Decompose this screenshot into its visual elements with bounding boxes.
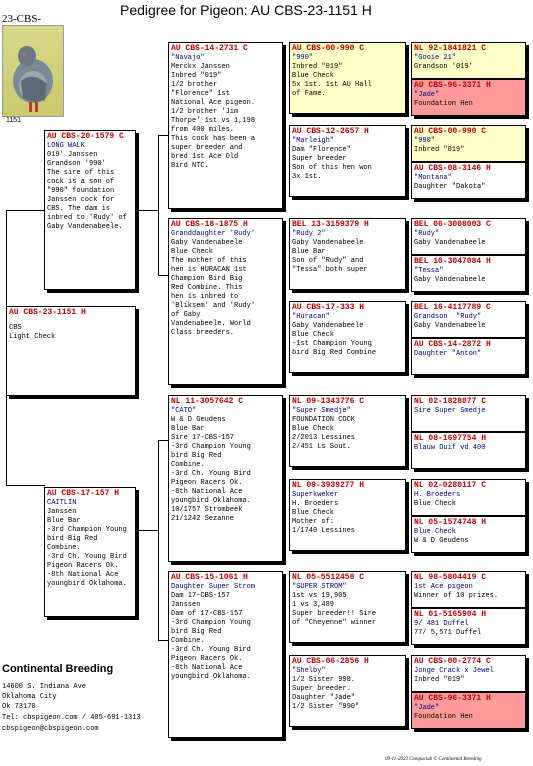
gen5-name: "Jade" bbox=[414, 91, 440, 99]
gen5-box-3 bbox=[411, 125, 526, 162]
gen4-name: "990" bbox=[292, 54, 314, 62]
gen3-name: Daughter Super Strom bbox=[171, 583, 256, 591]
gen3-box-3 bbox=[168, 395, 283, 562]
gen4-header: AU CBS-17-333 H bbox=[292, 303, 365, 312]
dam-box bbox=[44, 487, 136, 617]
gen5-name: 9/ 481 Duffel bbox=[414, 620, 469, 628]
gen4-header: NL 05-5512458 C bbox=[292, 573, 365, 582]
page-title: Pedigree for Pigeon: AU CBS-23-1151 H bbox=[120, 2, 372, 18]
gen5-box-13 bbox=[411, 571, 526, 608]
gen5-name: "Jade" bbox=[414, 704, 440, 712]
gen4-name: "Super Smedje" bbox=[292, 407, 351, 415]
gen5-text: Gaby Vandenabeele bbox=[414, 276, 486, 284]
gen5-box-8 bbox=[411, 338, 526, 375]
dam-name: CAITLIN bbox=[47, 499, 77, 507]
gen5-name: "Rudy" bbox=[414, 230, 440, 238]
gen5-box-1 bbox=[411, 42, 526, 79]
gen4-box-8 bbox=[289, 655, 406, 727]
gen5-text: 77/ 5,571 Duffel bbox=[414, 629, 482, 637]
gen5-box-4 bbox=[411, 162, 526, 199]
gen5-name: Daughter "Anton" bbox=[414, 350, 482, 358]
gen5-text: Daughter "Dakota" bbox=[414, 183, 486, 191]
sire-text: 019' Janssen Grandson '990' The sire of this cock is a son of "990" foundation Janssen cock for CBS. The dam is inbred to 'Rudy' of Gaby Vandenabeele. bbox=[47, 151, 127, 231]
gen5-name: "990" bbox=[414, 137, 436, 145]
gen4-header: BEL 13-3159379 H bbox=[292, 220, 369, 229]
gen5-header: BEL 06-3008003 C bbox=[414, 220, 491, 229]
sire-name: LONG WALK bbox=[47, 142, 85, 150]
gen4-text: Gaby Vandenabeele Blue Bar Son of "Rudy" and "Tessa" both super bbox=[292, 239, 368, 274]
gen3-box-2 bbox=[168, 218, 283, 385]
contact-line: Tel: cbspigeon.com / 405-691-1313 bbox=[2, 714, 141, 722]
gen4-text: Inbred "019" Blue Check 5x 1st. 1st AU Hall of Fame. bbox=[292, 63, 372, 98]
gen4-box-2 bbox=[289, 125, 406, 197]
subject-text: CBS Light Check bbox=[9, 324, 56, 341]
pigeon-photo bbox=[2, 25, 64, 117]
sire-header: AU CBS-20-1579 C bbox=[47, 132, 124, 141]
footnote: 09-11-2023 Compuclub © Continental Breeding bbox=[385, 757, 482, 762]
gen4-name: "Rudy 2" bbox=[292, 230, 326, 238]
gen3-text: Gaby Vandenabeele Blue Check The mother of this hen is HURACAN 1st Champion Bird Big Red Combine. This hen is inbred to 'Bliksem' and 'Rudy' of Gaby Vandenabeele. World Class breeders. bbox=[171, 239, 256, 337]
gen4-name: "Huracan" bbox=[292, 313, 330, 321]
gen5-name: H. Broeders bbox=[414, 491, 461, 499]
gen4-text: FOUNDATION COCK Blue Check 2/2013 Lessines 2/451 Ls Sout. bbox=[292, 416, 356, 451]
photo-number: 1151 bbox=[6, 117, 22, 124]
gen3-header: AU CBS-18-1875 H bbox=[171, 220, 248, 229]
gen5-header: AU CBS-00-2774 C bbox=[414, 657, 491, 666]
gen5-text: Winner of 10 prizes. bbox=[414, 592, 499, 600]
gen5-box-7 bbox=[411, 301, 526, 338]
gen4-header: NL 09-3939277 H bbox=[292, 481, 365, 490]
gen3-header: AU CBS-15-1061 H bbox=[171, 573, 248, 582]
gen5-name: Sire Super Smedje bbox=[414, 407, 486, 415]
gen5-header: BEL 16-4117789 C bbox=[414, 303, 491, 312]
gen5-box-16 bbox=[411, 692, 526, 729]
gen4-text: H. Broeders Blue Check Mother of: 1/1740 Lessines bbox=[292, 500, 356, 535]
gen4-box-1 bbox=[289, 42, 406, 114]
gen3-name: Granddaughter 'Rudy' bbox=[171, 230, 256, 238]
subject-box bbox=[6, 306, 136, 396]
gen5-text: Foundation Hen bbox=[414, 100, 473, 108]
gen3-name: "Navajo" bbox=[171, 54, 205, 62]
gen5-text: Foundation Hen bbox=[414, 713, 473, 721]
gen3-header: NL 11-3057642 C bbox=[171, 397, 244, 406]
address-line-2: Oklahoma City bbox=[2, 693, 57, 701]
gen4-name: "SUPER STROM" bbox=[292, 583, 347, 591]
gen3-box-1 bbox=[168, 42, 283, 209]
gen5-header: AU CBS-96-3371 H bbox=[414, 81, 491, 90]
gen5-box-9 bbox=[411, 395, 526, 432]
gen5-text: Gaby Vandenabeele bbox=[414, 239, 486, 247]
gen4-header: AU CBS-12-2657 H bbox=[292, 127, 369, 136]
gen5-name: Blauw Duif vd 400 bbox=[414, 444, 486, 452]
gen5-header: NL 02-1828077 C bbox=[414, 397, 487, 406]
gen5-box-15 bbox=[411, 655, 526, 692]
gen4-name: "Marleigh" bbox=[292, 137, 335, 145]
gen5-box-14 bbox=[411, 608, 526, 645]
gen5-box-6 bbox=[411, 255, 526, 292]
gen5-name: "Montana" bbox=[414, 174, 452, 182]
gen4-box-4 bbox=[289, 301, 406, 373]
gen4-box-3 bbox=[289, 218, 406, 290]
gen5-header: NL 92-1841821 C bbox=[414, 44, 487, 53]
gen5-name: "Tessa" bbox=[414, 267, 444, 275]
gen5-header: NL 01-5165904 H bbox=[414, 610, 487, 619]
address-line-1: 14600 S. Indiana Ave bbox=[2, 683, 87, 691]
company-name: Continental Breeding bbox=[2, 663, 114, 675]
gen5-header: AU CBS-08-3146 H bbox=[414, 164, 491, 173]
gen3-header: AU CBS-14-2731 C bbox=[171, 44, 248, 53]
gen4-box-7 bbox=[289, 571, 406, 643]
gen5-box-2 bbox=[411, 79, 526, 116]
gen5-text: W & D Geudens bbox=[414, 537, 469, 545]
gen5-name: Grandson "Rudy" bbox=[414, 313, 482, 321]
gen5-text: Inbred "019" bbox=[414, 146, 465, 154]
gen4-name: Superkweker bbox=[292, 491, 339, 499]
gen4-box-6 bbox=[289, 479, 406, 551]
gen3-text: W & D Geudens Blue Bar Sire 17-CBS-157 -3rd Champion Young bird Big Red Combine. -3rd Ch. Young Bird Pigeon Racers Ok. -8th National Ace youngbird Oklahoma. 10/1757 Strombeek 21/1242 Sezanne bbox=[171, 416, 251, 523]
dam-header: AU CBS-17-157 H bbox=[47, 489, 120, 498]
gen3-text: Dam 17-CBS-157 Janssen Dam of 17-CBS-157 -3rd Champion Young bird Big Red Combine. -3rd Ch. Young Bird Pigeon Racers Ok. -8th National Ace youngbird Oklahoma. bbox=[171, 592, 251, 681]
gen5-header: BEL 10-3047084 H bbox=[414, 257, 491, 266]
gen5-header: NL 08-1697754 H bbox=[414, 434, 487, 443]
gen3-box-4 bbox=[168, 571, 283, 738]
address-line-3: Ok 73170 bbox=[2, 703, 36, 711]
gen5-box-5 bbox=[411, 218, 526, 255]
gen5-box-11 bbox=[411, 479, 526, 516]
gen5-header: NL 98-5804419 C bbox=[414, 573, 487, 582]
gen4-text: 1/2 Sister 990. Super breeder. Daughter "Jade" 1/2 Sister "990" bbox=[292, 676, 360, 711]
gen4-text: Dam "Florence" Super breeder Son of this hen won 3x 1st. bbox=[292, 146, 372, 181]
gen5-box-10 bbox=[411, 432, 526, 469]
gen3-text: Merckx Janssen Inbred "019" 1/2 brother "Florence" 1st National Ace pigeon. 1/2 brother 'Jim Thorpe' 1st vs 1,198 from 400 miles. This cock has been a super breeder and bred 1st Ace Old Bird NTC. bbox=[171, 63, 256, 170]
gen5-text: Grandson '019' bbox=[414, 63, 473, 71]
gen4-text: 1st vs 19,905 1 vs 3,489 Super breeder!! Sire of "Cheyenne" winner bbox=[292, 592, 377, 627]
gen3-name: "CATO" bbox=[171, 407, 197, 415]
gen5-text: Blue Check bbox=[414, 500, 457, 508]
gen5-name: Jonge Crack x Jewel bbox=[414, 667, 494, 675]
gen4-header: NL 09-1343776 C bbox=[292, 397, 365, 406]
gen5-header: AU CBS-00-990 C bbox=[414, 127, 487, 136]
gen5-header: NL 05-1574748 H bbox=[414, 518, 487, 527]
gen5-header: NL 02-0280117 C bbox=[414, 481, 487, 490]
gen4-text: Gaby Vandenabeele Blue Check -1st Champion Young bird Big Red Combine bbox=[292, 322, 377, 357]
photo-label: 23-CBS- bbox=[2, 13, 42, 25]
gen4-header: AU CBS-00-990 C bbox=[292, 44, 365, 53]
gen5-header: AU CBS-14-2872 H bbox=[414, 340, 491, 349]
gen5-name: 1st Ace pigeon bbox=[414, 583, 473, 591]
gen4-header: AU CBS-06-2856 H bbox=[292, 657, 369, 666]
gen5-text: Gaby Vandenabeele bbox=[414, 322, 486, 330]
gen4-box-5 bbox=[289, 395, 406, 467]
gen5-box-12 bbox=[411, 516, 526, 553]
subject-header: AU CBS-23-1151 H bbox=[9, 308, 86, 317]
email-line: cbspigeon@cbspigeon.com bbox=[2, 725, 99, 733]
gen5-name: Blue Check bbox=[414, 528, 457, 536]
dam-text: Janssen Blue Bar -3rd Champion Young bird Big Red Combine. -3rd Ch. Young Bird Pigeon Racers Ok. -8th National Ace youngbird Oklahoma. bbox=[47, 508, 127, 588]
gen5-name: "Gooie 21" bbox=[414, 54, 457, 62]
gen5-text: Inbred "019" bbox=[414, 676, 465, 684]
gen5-header: AU CBS-96-3371 H bbox=[414, 694, 491, 703]
gen4-name: "Shelby" bbox=[292, 667, 326, 675]
sire-box bbox=[44, 130, 136, 290]
